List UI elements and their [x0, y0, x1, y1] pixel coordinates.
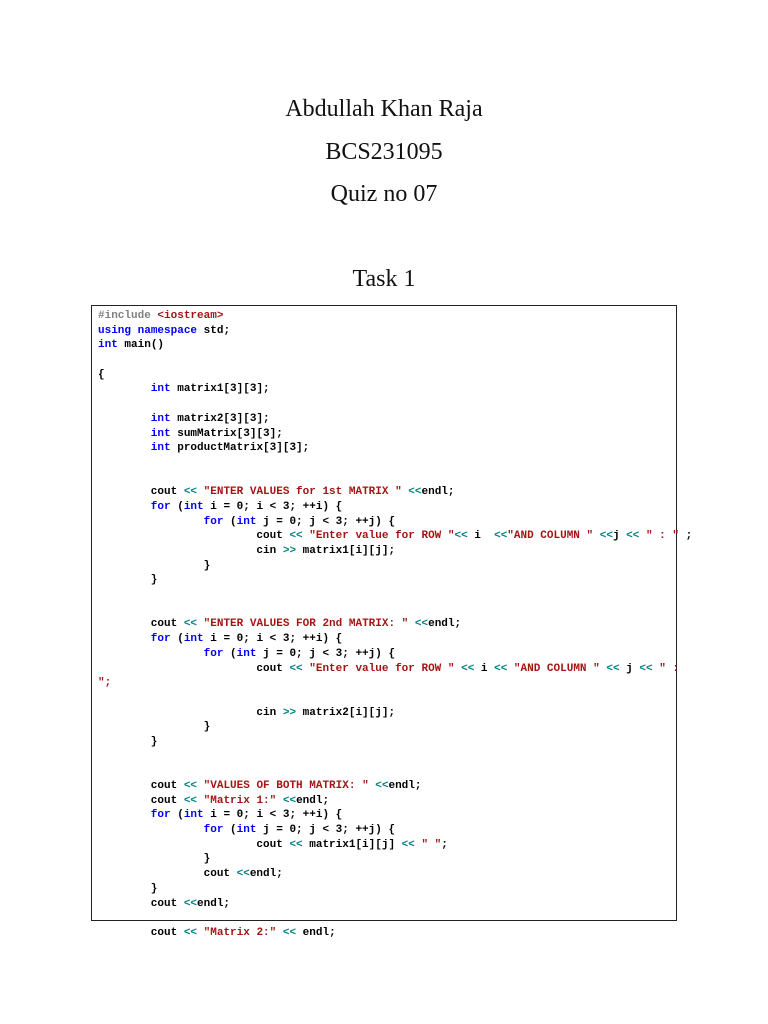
- code-token: cin: [98, 706, 283, 719]
- code-token: cout: [98, 868, 237, 881]
- code-token: }: [98, 721, 211, 734]
- code-token: j: [619, 662, 640, 675]
- code-line: [98, 882, 692, 897]
- code-token: <<: [289, 662, 303, 675]
- code-line: [98, 779, 692, 794]
- code-token: [197, 795, 204, 807]
- code-line: [98, 720, 692, 735]
- code-token: <<: [494, 530, 508, 543]
- code-token: j = 0; j < 3; ++j) {: [256, 824, 396, 837]
- code-line: [98, 412, 692, 427]
- code-token: #include: [98, 310, 158, 322]
- code-token: std;: [197, 324, 231, 337]
- code-token: j = 0; j < 3; ++j) {: [256, 515, 396, 528]
- code-token: cout: [98, 530, 290, 543]
- code-token: endl;: [296, 794, 330, 807]
- code-token: (: [170, 809, 184, 822]
- code-token: i = 0; i < 3; ++i) {: [203, 809, 343, 822]
- code-token: i = 0; i < 3; ++i) {: [203, 633, 343, 646]
- author-name: Abdullah Khan Raja: [285, 96, 483, 122]
- code-token: for: [98, 633, 171, 646]
- code-token: cout: [98, 926, 184, 939]
- code-token: for: [98, 515, 224, 528]
- task-title: Task 1: [352, 266, 416, 292]
- code-token: " :: [659, 662, 679, 675]
- code-token: >>: [282, 545, 297, 557]
- code-line: [98, 456, 692, 471]
- code-token: matrix1[i][j]: [302, 838, 402, 851]
- code-line: [98, 603, 692, 618]
- code-token: [197, 486, 204, 498]
- code-line: [98, 823, 692, 838]
- code-token: int: [236, 515, 257, 528]
- code-token: "Matrix 1:": [203, 794, 277, 807]
- code-token: }: [98, 735, 158, 748]
- code-line: [98, 706, 692, 721]
- code-token: "AND COLUMN ": [507, 530, 594, 543]
- code-token: int: [98, 339, 118, 352]
- code-line: [98, 515, 692, 530]
- code-token: <<: [408, 486, 422, 499]
- code-line: [98, 559, 692, 574]
- code-token: <<: [183, 618, 198, 631]
- code-token: [197, 618, 204, 630]
- code-token: }: [98, 882, 158, 895]
- code-token: [639, 530, 646, 542]
- code-token: endl;: [197, 897, 231, 910]
- code-token: matrix2[3][3];: [170, 412, 270, 425]
- code-line: [98, 529, 692, 544]
- code-token: endl;: [388, 780, 422, 792]
- code-token: int: [98, 383, 171, 396]
- code-token: matrix1[i][j];: [296, 545, 396, 557]
- code-token: }: [98, 559, 211, 572]
- code-token: int: [183, 633, 204, 646]
- code-token: cout: [98, 662, 290, 675]
- code-line: [98, 750, 692, 765]
- code-line: [98, 353, 692, 368]
- code-token: " ": [421, 838, 442, 851]
- code-token: <<: [183, 926, 198, 939]
- code-token: j = 0; j < 3; ++j) {: [256, 647, 396, 660]
- code-token: <<: [282, 794, 297, 807]
- code-token: <<: [626, 530, 640, 543]
- code-token: int: [98, 442, 171, 455]
- code-line: [98, 676, 692, 691]
- code-line: [98, 911, 692, 926]
- code-token: for: [98, 500, 171, 513]
- code-token: [131, 325, 138, 337]
- code-token: (: [223, 824, 237, 837]
- code-token: "Matrix 2:": [203, 926, 277, 939]
- code-token: (: [223, 647, 237, 660]
- code-block: [91, 305, 693, 939]
- code-token: endl;: [296, 926, 336, 939]
- code-token: i: [474, 662, 495, 675]
- code-token: matrix2[i][j];: [296, 706, 396, 719]
- code-token: cout: [98, 618, 184, 631]
- code-line: [98, 764, 692, 779]
- code-line: [98, 485, 692, 500]
- code-token: (: [223, 515, 237, 528]
- code-line: [98, 867, 692, 882]
- code-token: int: [98, 412, 171, 425]
- code-token: <<: [401, 838, 415, 851]
- code-line: [98, 544, 692, 559]
- code-token: cout: [98, 897, 184, 910]
- code-token: <<: [461, 662, 475, 675]
- code-token: productMatrix[3][3];: [170, 442, 310, 455]
- code-token: <<: [639, 662, 653, 675]
- code-line: [98, 397, 692, 412]
- code-token: [507, 663, 514, 675]
- code-token: <<: [282, 926, 297, 939]
- code-token: sumMatrix[3][3];: [170, 427, 283, 440]
- code-token: for: [98, 809, 171, 822]
- quiz-title: Quiz no 07: [330, 181, 438, 207]
- code-token: [276, 927, 283, 939]
- code-token: endl;: [421, 486, 455, 499]
- code-token: [276, 795, 283, 807]
- code-line: [98, 441, 692, 456]
- code-line: [98, 838, 692, 853]
- code-token: int: [183, 500, 204, 513]
- code-line: [98, 368, 692, 383]
- code-token: [197, 780, 204, 792]
- code-token: <<: [375, 780, 389, 792]
- code-line: [98, 382, 692, 397]
- code-token: <<: [599, 530, 613, 543]
- code-token: }: [98, 853, 211, 866]
- code-line: [98, 691, 692, 706]
- code-line: [98, 309, 692, 324]
- code-token: "ENTER VALUES FOR 2nd MATRIX: ": [203, 618, 409, 631]
- code-token: <iostream>: [157, 310, 224, 322]
- code-token: [593, 530, 600, 542]
- code-token: "Enter value for ROW ": [309, 530, 455, 543]
- code-token: <<: [414, 618, 429, 631]
- code-token: <<: [236, 868, 250, 881]
- code-line: [98, 794, 692, 809]
- code-line: [98, 647, 692, 662]
- code-token: ";: [98, 677, 112, 690]
- code-token: main(): [117, 339, 165, 352]
- code-token: >>: [282, 706, 297, 719]
- code-token: <<: [183, 486, 198, 499]
- code-token: "Enter value for ROW ": [309, 662, 455, 675]
- student-id: BCS231095: [325, 139, 443, 165]
- code-token: using: [98, 324, 132, 337]
- code-token: i = 0; i < 3; ++i) {: [203, 500, 343, 513]
- code-line: [98, 588, 692, 603]
- code-token: int: [236, 824, 257, 837]
- code-listing: [98, 309, 692, 941]
- code-token: for: [98, 647, 224, 660]
- code-token: <<: [183, 794, 198, 807]
- code-token: cout: [98, 780, 184, 792]
- code-token: cout: [98, 486, 184, 499]
- code-token: <<: [606, 662, 620, 675]
- code-line: [98, 808, 692, 823]
- code-token: int: [98, 427, 171, 440]
- code-token: "ENTER VALUES for 1st MATRIX ": [203, 486, 402, 499]
- code-line: [98, 897, 692, 912]
- code-token: <<: [289, 838, 303, 851]
- code-line: [98, 500, 692, 515]
- code-token: " : ": [645, 530, 679, 543]
- code-token: for: [98, 824, 224, 837]
- code-token: <<: [183, 780, 198, 792]
- code-line: [98, 573, 692, 588]
- code-token: endl;: [428, 618, 462, 631]
- code-token: cin: [98, 545, 283, 557]
- code-token: endl;: [249, 868, 283, 881]
- code-token: (: [170, 500, 184, 513]
- code-token: "VALUES OF BOTH MATRIX: ": [203, 780, 369, 792]
- code-token: i: [467, 530, 495, 543]
- code-token: int: [236, 647, 257, 660]
- code-token: <<: [289, 530, 303, 543]
- code-token: matrix1[3][3];: [170, 383, 270, 396]
- code-line: [98, 427, 692, 442]
- code-line: [98, 617, 692, 632]
- code-token: <<: [183, 897, 198, 910]
- code-token: cout: [98, 838, 290, 851]
- code-token: namespace: [137, 324, 198, 337]
- code-token: [408, 618, 415, 630]
- code-line: [98, 324, 692, 339]
- code-token: ;: [678, 530, 693, 543]
- code-token: }: [98, 574, 158, 587]
- code-token: (: [170, 633, 184, 646]
- code-token: {: [98, 368, 105, 381]
- code-line: [98, 662, 692, 677]
- code-line: [98, 338, 692, 353]
- code-line: [98, 471, 692, 486]
- code-token: "AND COLUMN ": [513, 662, 600, 675]
- code-token: j: [612, 530, 627, 543]
- code-token: int: [183, 809, 204, 822]
- code-token: [197, 927, 204, 939]
- code-line: [98, 632, 692, 647]
- code-token: <<: [454, 530, 468, 543]
- code-token: <<: [494, 662, 508, 675]
- code-line: [98, 735, 692, 750]
- code-token: ;: [441, 838, 448, 851]
- code-line: [98, 852, 692, 867]
- code-line: [98, 926, 692, 941]
- code-token: cout: [98, 794, 184, 807]
